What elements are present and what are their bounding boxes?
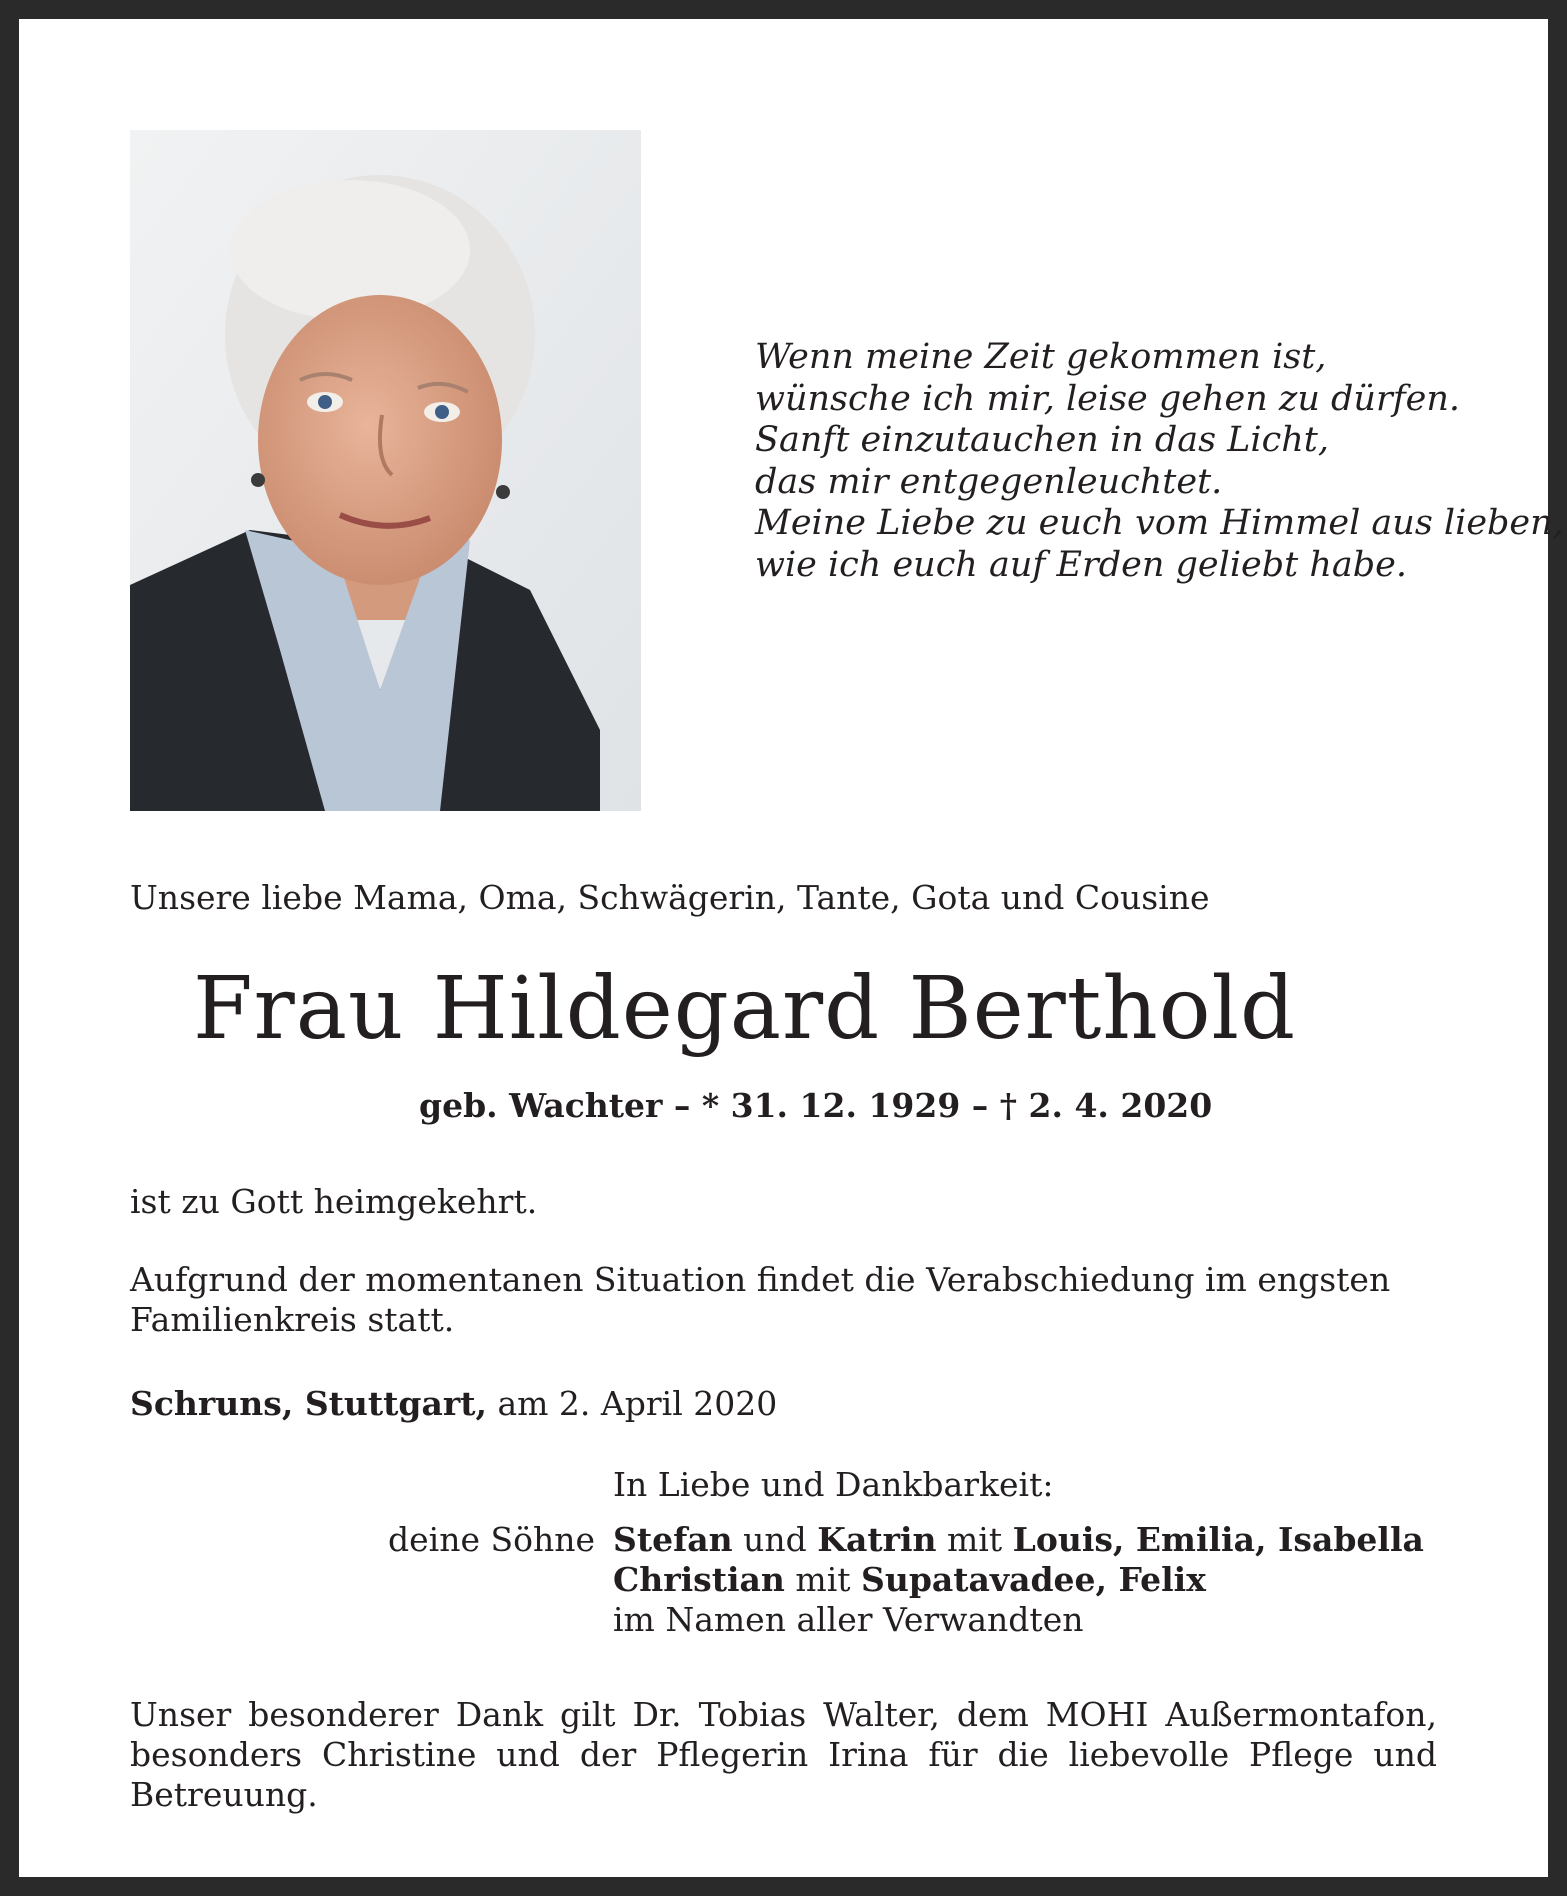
obituary-page xyxy=(19,19,1564,1877)
family-connector: mit xyxy=(936,1520,1013,1559)
poem-line: Meine Liebe zu euch vom Himmel aus lieben, xyxy=(755,503,1564,543)
family-name: Katrin xyxy=(817,1520,937,1559)
poem-line: Sanft einzutauchen in das Licht, xyxy=(755,420,1329,460)
place-cities: Schruns, Stuttgart, xyxy=(130,1384,487,1423)
family-name: Louis, Emilia, Isabella xyxy=(1012,1520,1424,1559)
life-dates: geb. Wachter – * 31. 12. 1929 – † 2. 4. 2020 xyxy=(419,1086,1213,1125)
family-row xyxy=(613,1520,1424,1560)
place-date xyxy=(130,1384,777,1423)
sons-label: deine Söhne xyxy=(388,1520,595,1559)
poem-line: wie ich euch auf Erden geliebt habe. xyxy=(755,544,1407,585)
family-row: im Namen aller Verwandten xyxy=(613,1600,1084,1639)
poem xyxy=(755,337,1564,586)
poem-line: wünsche ich mir, leise gehen zu dürfen. xyxy=(755,378,1461,419)
family-connector: mit xyxy=(784,1560,862,1599)
family-list xyxy=(613,1520,1424,1640)
thanks-text: Unser besonderer Dank gilt Dr. Tobias Walter, dem MOHI Außermontafon, besonders Christine und der Pflegerin Irina für die liebevolle Pflege und Betreuung. xyxy=(130,1695,1437,1814)
returned-home-text: ist zu Gott heimgekehrt. xyxy=(130,1182,538,1221)
situation-text: Aufgrund der momentanen Situation findet die Verabschiedung im engsten Familienkreis statt. xyxy=(130,1260,1391,1339)
intro-text: Unsere liebe Mama, Oma, Schwägerin, Tante, Gota und Cousine xyxy=(130,878,1210,917)
family-row xyxy=(613,1560,1424,1600)
family-connector: und xyxy=(732,1520,818,1559)
poem-line: Wenn meine Zeit gekommen ist, xyxy=(755,337,1327,377)
deceased-name: Frau Hildegard Berthold xyxy=(193,959,1297,1059)
family-name: Christian xyxy=(613,1560,785,1599)
portrait-photo xyxy=(130,130,641,811)
poem-line: das mir entgegenleuchtet. xyxy=(755,461,1223,502)
closing-text: In Liebe und Dankbarkeit: xyxy=(613,1465,1054,1504)
place-date-text: am 2. April 2020 xyxy=(486,1384,778,1423)
family-name: Stefan xyxy=(613,1520,733,1559)
family-name: Supatavadee, Felix xyxy=(861,1560,1206,1599)
